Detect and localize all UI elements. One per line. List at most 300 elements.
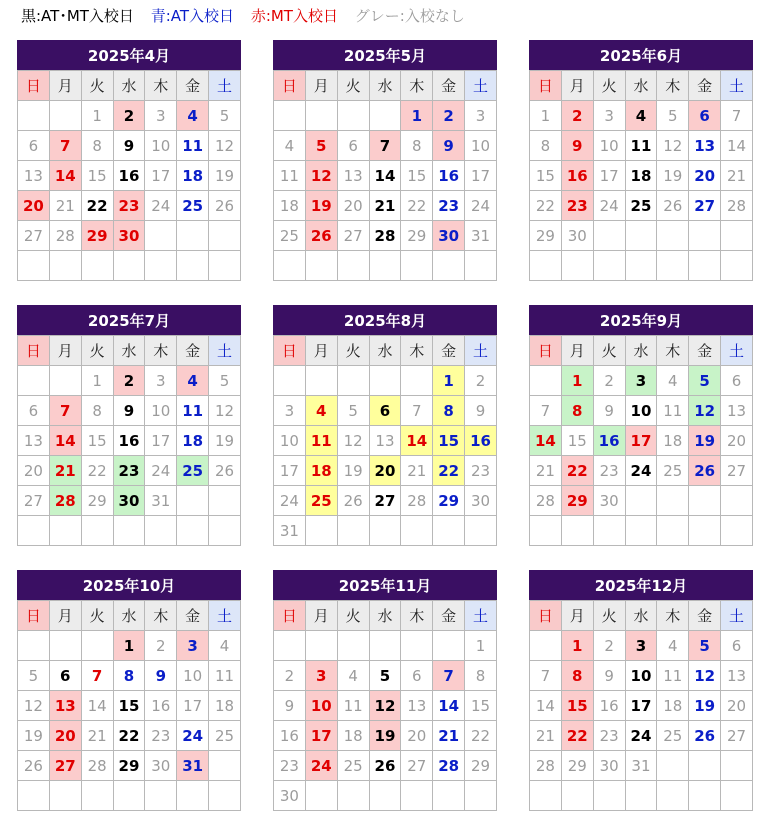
day-cell: 15	[401, 161, 433, 191]
empty-cell	[209, 751, 241, 781]
day-cell: 22	[81, 456, 113, 486]
day-cell: 19	[337, 456, 369, 486]
weekday-header: 金	[689, 336, 721, 366]
weekday-header: 木	[657, 336, 689, 366]
empty-cell	[401, 251, 433, 281]
day-cell: 14	[433, 691, 465, 721]
day-cell: 29	[561, 486, 593, 516]
day-cell: 28	[81, 751, 113, 781]
empty-cell	[657, 251, 689, 281]
empty-cell	[113, 516, 145, 546]
day-cell: 20	[18, 191, 50, 221]
empty-cell	[593, 516, 625, 546]
day-cell: 11	[337, 691, 369, 721]
day-cell: 8	[81, 396, 113, 426]
empty-cell	[689, 221, 721, 251]
empty-cell	[305, 251, 337, 281]
day-cell: 16	[593, 426, 625, 456]
day-cell: 22	[561, 456, 593, 486]
day-cell: 29	[530, 221, 562, 251]
day-cell: 16	[593, 691, 625, 721]
weekday-header: 土	[721, 336, 753, 366]
empty-cell	[433, 516, 465, 546]
month-calendar	[529, 40, 753, 281]
day-cell: 30	[433, 221, 465, 251]
empty-cell	[49, 251, 81, 281]
weekday-header: 木	[145, 336, 177, 366]
empty-cell	[433, 631, 465, 661]
day-cell: 24	[465, 191, 497, 221]
empty-cell	[657, 516, 689, 546]
day-cell: 16	[113, 426, 145, 456]
weekday-header: 火	[81, 601, 113, 631]
empty-cell	[274, 366, 306, 396]
day-cell: 27	[337, 221, 369, 251]
day-cell: 8	[561, 661, 593, 691]
empty-cell	[561, 516, 593, 546]
day-cell: 26	[209, 191, 241, 221]
day-cell: 17	[625, 691, 657, 721]
day-cell: 10	[274, 426, 306, 456]
day-cell: 18	[177, 426, 209, 456]
empty-cell	[657, 751, 689, 781]
day-cell: 12	[689, 661, 721, 691]
day-cell: 1	[81, 366, 113, 396]
day-cell: 24	[625, 721, 657, 751]
day-cell: 9	[113, 131, 145, 161]
day-cell: 19	[689, 426, 721, 456]
day-cell: 16	[465, 426, 497, 456]
day-cell: 20	[369, 456, 401, 486]
day-cell: 27	[18, 221, 50, 251]
day-cell: 1	[530, 101, 562, 131]
weekday-header: 土	[209, 336, 241, 366]
empty-cell	[625, 251, 657, 281]
weekday-header: 木	[145, 601, 177, 631]
day-cell: 15	[530, 161, 562, 191]
weekday-header: 日	[18, 71, 50, 101]
month-title: 2025年5月	[273, 40, 497, 70]
day-cell: 13	[721, 661, 753, 691]
empty-cell	[689, 516, 721, 546]
month-calendar	[17, 570, 241, 811]
weekday-header: 金	[177, 336, 209, 366]
weekday-header: 月	[561, 601, 593, 631]
month-title: 2025年8月	[273, 305, 497, 335]
day-cell: 10	[145, 131, 177, 161]
day-cell: 28	[49, 221, 81, 251]
day-cell: 21	[401, 456, 433, 486]
day-cell: 17	[465, 161, 497, 191]
empty-cell	[625, 221, 657, 251]
day-cell: 5	[337, 396, 369, 426]
day-cell: 26	[689, 721, 721, 751]
month-title: 2025年9月	[529, 305, 753, 335]
empty-cell	[593, 221, 625, 251]
day-cell: 23	[593, 456, 625, 486]
empty-cell	[433, 251, 465, 281]
empty-cell	[721, 751, 753, 781]
weekday-header: 日	[530, 71, 562, 101]
weekday-header: 水	[113, 336, 145, 366]
day-cell: 15	[433, 426, 465, 456]
day-cell: 25	[657, 456, 689, 486]
day-cell: 10	[593, 131, 625, 161]
day-cell: 25	[177, 191, 209, 221]
day-cell: 11	[305, 426, 337, 456]
empty-cell	[305, 516, 337, 546]
day-cell: 15	[113, 691, 145, 721]
day-cell: 22	[401, 191, 433, 221]
empty-cell	[113, 251, 145, 281]
month-calendar	[273, 570, 497, 811]
day-cell: 14	[721, 131, 753, 161]
day-cell: 4	[305, 396, 337, 426]
day-cell: 17	[274, 456, 306, 486]
day-cell: 29	[465, 751, 497, 781]
empty-cell	[721, 516, 753, 546]
empty-cell	[49, 366, 81, 396]
empty-cell	[81, 516, 113, 546]
month-title: 2025年10月	[17, 570, 241, 600]
weekday-header: 水	[113, 71, 145, 101]
day-cell: 5	[209, 101, 241, 131]
empty-cell	[593, 781, 625, 811]
day-cell: 26	[657, 191, 689, 221]
day-cell: 20	[18, 456, 50, 486]
day-cell: 13	[18, 426, 50, 456]
day-cell: 11	[625, 131, 657, 161]
weekday-header: 火	[337, 336, 369, 366]
month-calendar	[17, 305, 241, 546]
legend-blue: 青:AT入校日	[150, 7, 235, 25]
day-cell: 2	[433, 101, 465, 131]
empty-cell	[530, 366, 562, 396]
day-cell: 4	[274, 131, 306, 161]
day-cell: 5	[18, 661, 50, 691]
day-cell: 11	[177, 396, 209, 426]
empty-cell	[305, 781, 337, 811]
day-cell: 21	[369, 191, 401, 221]
weekday-header: 土	[721, 71, 753, 101]
day-cell: 20	[49, 721, 81, 751]
day-cell: 1	[401, 101, 433, 131]
empty-cell	[369, 516, 401, 546]
day-cell: 1	[561, 631, 593, 661]
day-cell: 27	[18, 486, 50, 516]
empty-cell	[274, 251, 306, 281]
day-cell: 30	[274, 781, 306, 811]
legend-black: 黒:AT･MT入校日	[21, 7, 134, 25]
weekday-header: 月	[561, 336, 593, 366]
day-cell: 12	[209, 396, 241, 426]
weekday-header: 金	[177, 71, 209, 101]
day-cell: 15	[561, 426, 593, 456]
day-cell: 20	[337, 191, 369, 221]
day-cell: 17	[145, 426, 177, 456]
day-cell: 13	[18, 161, 50, 191]
empty-cell	[274, 631, 306, 661]
empty-cell	[177, 781, 209, 811]
empty-cell	[593, 251, 625, 281]
day-cell: 5	[209, 366, 241, 396]
empty-cell	[49, 516, 81, 546]
day-cell: 6	[721, 366, 753, 396]
weekday-header: 月	[305, 601, 337, 631]
day-cell: 22	[433, 456, 465, 486]
day-cell: 23	[593, 721, 625, 751]
empty-cell	[209, 221, 241, 251]
day-cell: 19	[305, 191, 337, 221]
day-cell: 11	[177, 131, 209, 161]
day-cell: 23	[274, 751, 306, 781]
day-cell: 18	[274, 191, 306, 221]
day-cell: 31	[274, 516, 306, 546]
day-cell: 10	[177, 661, 209, 691]
day-cell: 23	[561, 191, 593, 221]
day-cell: 23	[145, 721, 177, 751]
empty-cell	[369, 631, 401, 661]
day-cell: 24	[274, 486, 306, 516]
day-cell: 21	[433, 721, 465, 751]
day-cell: 25	[305, 486, 337, 516]
weekday-header: 木	[401, 71, 433, 101]
day-cell: 25	[657, 721, 689, 751]
weekday-header: 水	[625, 601, 657, 631]
day-cell: 6	[401, 661, 433, 691]
empty-cell	[530, 631, 562, 661]
day-cell: 25	[209, 721, 241, 751]
day-cell: 22	[561, 721, 593, 751]
day-cell: 30	[593, 486, 625, 516]
day-cell: 23	[433, 191, 465, 221]
day-cell: 18	[625, 161, 657, 191]
day-cell: 9	[561, 131, 593, 161]
day-cell: 1	[113, 631, 145, 661]
day-cell: 29	[561, 751, 593, 781]
legend-gray: グレー:入校なし	[354, 7, 465, 25]
legend	[21, 4, 477, 28]
day-cell: 27	[49, 751, 81, 781]
weekday-header: 月	[49, 71, 81, 101]
empty-cell	[337, 781, 369, 811]
empty-cell	[401, 781, 433, 811]
day-cell: 9	[593, 661, 625, 691]
day-cell: 8	[433, 396, 465, 426]
empty-cell	[209, 781, 241, 811]
weekday-header: 木	[657, 71, 689, 101]
weekday-header: 火	[337, 601, 369, 631]
weekday-header: 水	[625, 71, 657, 101]
day-cell: 10	[305, 691, 337, 721]
weekday-header: 土	[465, 71, 497, 101]
day-cell: 3	[177, 631, 209, 661]
weekday-header: 日	[18, 601, 50, 631]
day-cell: 10	[625, 396, 657, 426]
weekday-header: 水	[369, 336, 401, 366]
empty-cell	[657, 781, 689, 811]
empty-cell	[18, 251, 50, 281]
empty-cell	[689, 781, 721, 811]
day-cell: 26	[305, 221, 337, 251]
day-cell: 3	[145, 101, 177, 131]
day-cell: 16	[145, 691, 177, 721]
day-cell: 4	[625, 101, 657, 131]
day-cell: 2	[113, 366, 145, 396]
day-cell: 4	[177, 366, 209, 396]
empty-cell	[721, 251, 753, 281]
empty-cell	[657, 486, 689, 516]
day-cell: 17	[177, 691, 209, 721]
day-cell: 12	[689, 396, 721, 426]
day-cell: 30	[113, 486, 145, 516]
day-cell: 9	[145, 661, 177, 691]
empty-cell	[721, 781, 753, 811]
weekday-header: 日	[530, 336, 562, 366]
month-title: 2025年7月	[17, 305, 241, 335]
day-cell: 4	[657, 366, 689, 396]
day-cell: 12	[18, 691, 50, 721]
day-cell: 17	[625, 426, 657, 456]
day-cell: 3	[593, 101, 625, 131]
empty-cell	[49, 101, 81, 131]
month-calendar	[273, 305, 497, 546]
day-cell: 19	[209, 426, 241, 456]
day-cell: 10	[145, 396, 177, 426]
empty-cell	[49, 781, 81, 811]
empty-cell	[177, 221, 209, 251]
day-cell: 21	[530, 456, 562, 486]
day-cell: 12	[337, 426, 369, 456]
day-cell: 22	[465, 721, 497, 751]
empty-cell	[81, 781, 113, 811]
day-cell: 8	[81, 131, 113, 161]
day-cell: 18	[305, 456, 337, 486]
day-cell: 24	[177, 721, 209, 751]
day-cell: 18	[209, 691, 241, 721]
day-cell: 20	[721, 426, 753, 456]
day-cell: 23	[465, 456, 497, 486]
weekday-header: 金	[689, 71, 721, 101]
day-cell: 30	[561, 221, 593, 251]
day-cell: 19	[209, 161, 241, 191]
day-cell: 24	[305, 751, 337, 781]
day-cell: 6	[18, 396, 50, 426]
weekday-header: 水	[113, 601, 145, 631]
weekday-header: 金	[689, 601, 721, 631]
empty-cell	[337, 366, 369, 396]
day-cell: 30	[465, 486, 497, 516]
day-cell: 14	[401, 426, 433, 456]
day-cell: 31	[465, 221, 497, 251]
day-cell: 21	[81, 721, 113, 751]
day-cell: 7	[401, 396, 433, 426]
day-cell: 19	[689, 691, 721, 721]
day-cell: 29	[433, 486, 465, 516]
month-calendar	[17, 40, 241, 281]
day-cell: 2	[274, 661, 306, 691]
day-cell: 14	[49, 426, 81, 456]
weekday-header: 土	[209, 71, 241, 101]
day-cell: 2	[561, 101, 593, 131]
day-cell: 6	[337, 131, 369, 161]
day-cell: 14	[530, 691, 562, 721]
day-cell: 4	[657, 631, 689, 661]
day-cell: 28	[369, 221, 401, 251]
day-cell: 27	[401, 751, 433, 781]
day-cell: 20	[721, 691, 753, 721]
day-cell: 25	[625, 191, 657, 221]
day-cell: 25	[274, 221, 306, 251]
weekday-header: 金	[177, 601, 209, 631]
day-cell: 26	[689, 456, 721, 486]
weekday-header: 水	[625, 336, 657, 366]
empty-cell	[145, 516, 177, 546]
day-cell: 16	[274, 721, 306, 751]
day-cell: 26	[209, 456, 241, 486]
weekday-header: 火	[81, 71, 113, 101]
empty-cell	[209, 251, 241, 281]
empty-cell	[177, 251, 209, 281]
day-cell: 8	[465, 661, 497, 691]
weekday-header: 日	[530, 601, 562, 631]
day-cell: 1	[465, 631, 497, 661]
day-cell: 27	[369, 486, 401, 516]
day-cell: 4	[209, 631, 241, 661]
day-cell: 7	[530, 396, 562, 426]
day-cell: 10	[465, 131, 497, 161]
day-cell: 7	[81, 661, 113, 691]
empty-cell	[274, 101, 306, 131]
day-cell: 2	[145, 631, 177, 661]
day-cell: 27	[721, 721, 753, 751]
day-cell: 17	[305, 721, 337, 751]
empty-cell	[530, 516, 562, 546]
day-cell: 31	[145, 486, 177, 516]
empty-cell	[337, 251, 369, 281]
day-cell: 2	[113, 101, 145, 131]
day-cell: 21	[530, 721, 562, 751]
empty-cell	[145, 221, 177, 251]
day-cell: 18	[337, 721, 369, 751]
day-cell: 6	[49, 661, 81, 691]
weekday-header: 日	[274, 336, 306, 366]
day-cell: 20	[401, 721, 433, 751]
day-cell: 9	[113, 396, 145, 426]
day-cell: 5	[369, 661, 401, 691]
empty-cell	[401, 366, 433, 396]
day-cell: 21	[721, 161, 753, 191]
day-cell: 6	[721, 631, 753, 661]
day-cell: 20	[689, 161, 721, 191]
day-cell: 28	[530, 751, 562, 781]
day-cell: 13	[721, 396, 753, 426]
day-cell: 31	[625, 751, 657, 781]
day-cell: 18	[177, 161, 209, 191]
day-cell: 3	[145, 366, 177, 396]
day-cell: 30	[113, 221, 145, 251]
day-cell: 7	[721, 101, 753, 131]
day-cell: 21	[49, 456, 81, 486]
empty-cell	[145, 251, 177, 281]
day-cell: 15	[465, 691, 497, 721]
weekday-header: 金	[433, 71, 465, 101]
day-cell: 30	[145, 751, 177, 781]
day-cell: 8	[113, 661, 145, 691]
empty-cell	[81, 251, 113, 281]
weekday-header: 月	[305, 336, 337, 366]
legend-red: 赤:MT入校日	[250, 7, 338, 25]
